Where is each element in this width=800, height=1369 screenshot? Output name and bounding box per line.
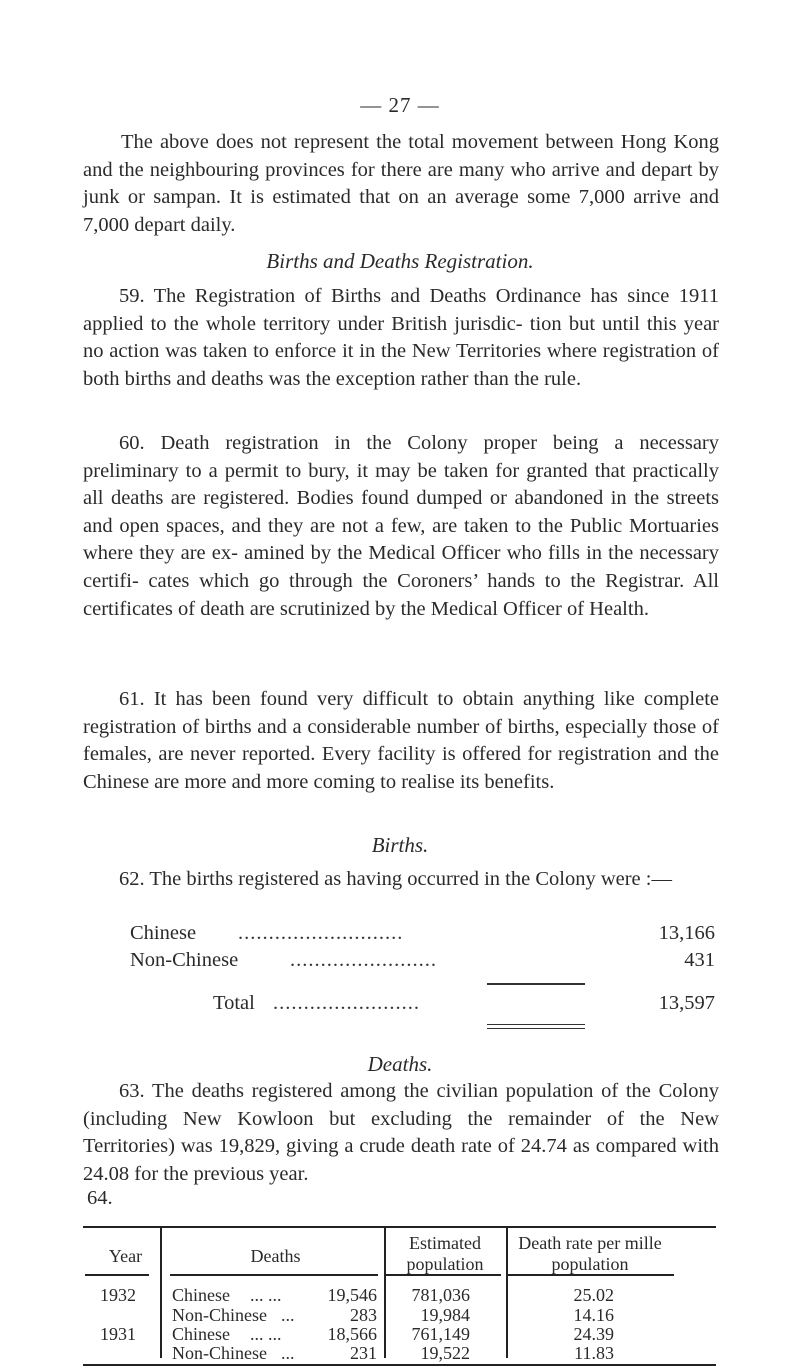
header-rule-deaths [170, 1274, 378, 1276]
paragraph-60-block [83, 430, 719, 623]
header-rate: Death rate per mille population [518, 1233, 662, 1274]
leader-dots: ... [281, 1343, 295, 1363]
cell-rate: 25.02 [573, 1285, 614, 1305]
paragraph-61: 61. It has been found very difficult to obtain anything like complete registration of births and a considerable number of births, especially those of females, are never reported. Every facility is offered for registration and the Chinese are more and more coming to realise its benefits. [83, 688, 719, 793]
births-row-chinese [130, 922, 720, 945]
intro-paragraph: The above does not represent the total movement between Hong Kong and the neighbouring provinces for there are many who arrive and depart by junk or sampan. It is estimated that on an average some 7,000 arrive and 7,000 depart daily. [83, 131, 719, 236]
cell-group: Non-Chinese [172, 1305, 267, 1325]
header-deaths: Deaths [250, 1246, 301, 1266]
paragraph-63: 63. The deaths registered among the civilian population of the Colony (including New Kowloon but excluding the remainder of the New Territories) was 19,829, giving a crude death rate of 24.74 as compared with 24.08 for the previous year. [83, 1080, 719, 1185]
cell-deaths: 231 [350, 1343, 377, 1363]
cell-rate: 24.39 [573, 1324, 614, 1344]
table-top-rule [83, 1226, 716, 1228]
table-bottom-rule [83, 1364, 716, 1366]
intro-paragraph-block [83, 129, 719, 239]
section-heading: Births and Deaths Registration. [266, 249, 534, 273]
sum-rule [487, 983, 585, 985]
cell-group: Non-Chinese [172, 1343, 267, 1363]
header-population: Estimated population [406, 1233, 484, 1274]
cell-year: 1932 [100, 1285, 136, 1305]
cell-population: 19,984 [420, 1305, 470, 1325]
double-rule-top [487, 1024, 585, 1025]
double-rule-bottom [487, 1028, 585, 1029]
leader-dots: ... ... [250, 1285, 282, 1305]
cell-rate: 14.16 [573, 1305, 614, 1325]
paragraph-64: 64. [87, 1187, 113, 1209]
cell-deaths: 19,546 [327, 1285, 377, 1305]
cell-population: 761,149 [411, 1324, 470, 1344]
paragraph-59: 59. The Registration of Births and Deaths Ordinance has since 1911 applied to the whole territory under British jurisdic- tion but until this year no action was taken to enforce it in the New Territories where registration of both births and deaths was the exception rather than the rule. [83, 285, 719, 390]
header-rule-rate [506, 1274, 674, 1276]
header-rule-year [85, 1274, 149, 1276]
paragraph-61-block [83, 686, 719, 796]
births-heading: Births. [371, 833, 429, 857]
births-row-value: 431 [684, 949, 715, 971]
leader-dots: ........................ [273, 992, 420, 1014]
births-total-label: Total [213, 992, 255, 1014]
cell-year: 1931 [100, 1324, 136, 1344]
cell-rate: 11.83 [574, 1343, 614, 1363]
paragraph-62-block [83, 866, 719, 894]
header-year: Year [108, 1246, 143, 1266]
births-row-value: 13,166 [658, 922, 715, 944]
cell-deaths: 283 [350, 1305, 377, 1325]
cell-deaths: 18,566 [327, 1324, 377, 1344]
births-total-row [213, 992, 733, 1015]
column-divider [160, 1228, 162, 1358]
header-rule-population [384, 1274, 501, 1276]
page-number: — 27 — [360, 93, 440, 117]
cell-group: Chinese [172, 1324, 230, 1344]
births-total-value: 13,597 [658, 992, 715, 1014]
paragraph-63-block [83, 1078, 719, 1188]
paragraph-64-block [83, 1185, 719, 1213]
births-row-non-chinese [130, 949, 720, 972]
cell-population: 19,522 [420, 1343, 470, 1363]
cell-population: 781,036 [411, 1285, 470, 1305]
paragraph-62: 62. The births registered as having occurred in the Colony were :— [119, 868, 672, 890]
paragraph-59-block [83, 283, 719, 393]
leader-dots: ........................... [238, 922, 404, 944]
cell-group: Chinese [172, 1285, 230, 1305]
births-row-label: Chinese [130, 922, 197, 944]
deaths-heading: Deaths. [367, 1052, 433, 1076]
births-row-label: Non-Chinese [130, 949, 239, 971]
leader-dots: ........................ [290, 949, 437, 971]
leader-dots: ... ... [250, 1324, 282, 1344]
paragraph-60: 60. Death registration in the Colony proper being a necessary preliminary to a permit to bury, it may be taken for granted that practically all deaths are registered. Bodies found dumped or abandoned in the streets and open spaces, and they are not a few, are taken to the Public Mortuaries where they are ex- amined by the Medical Officer who fills in the necessary certifi- cates which go through the Coroners’ hands to the Registrar. All certificates of death are scrutinized by the Medical Officer of Health. [83, 432, 719, 620]
leader-dots: ... [281, 1305, 295, 1325]
